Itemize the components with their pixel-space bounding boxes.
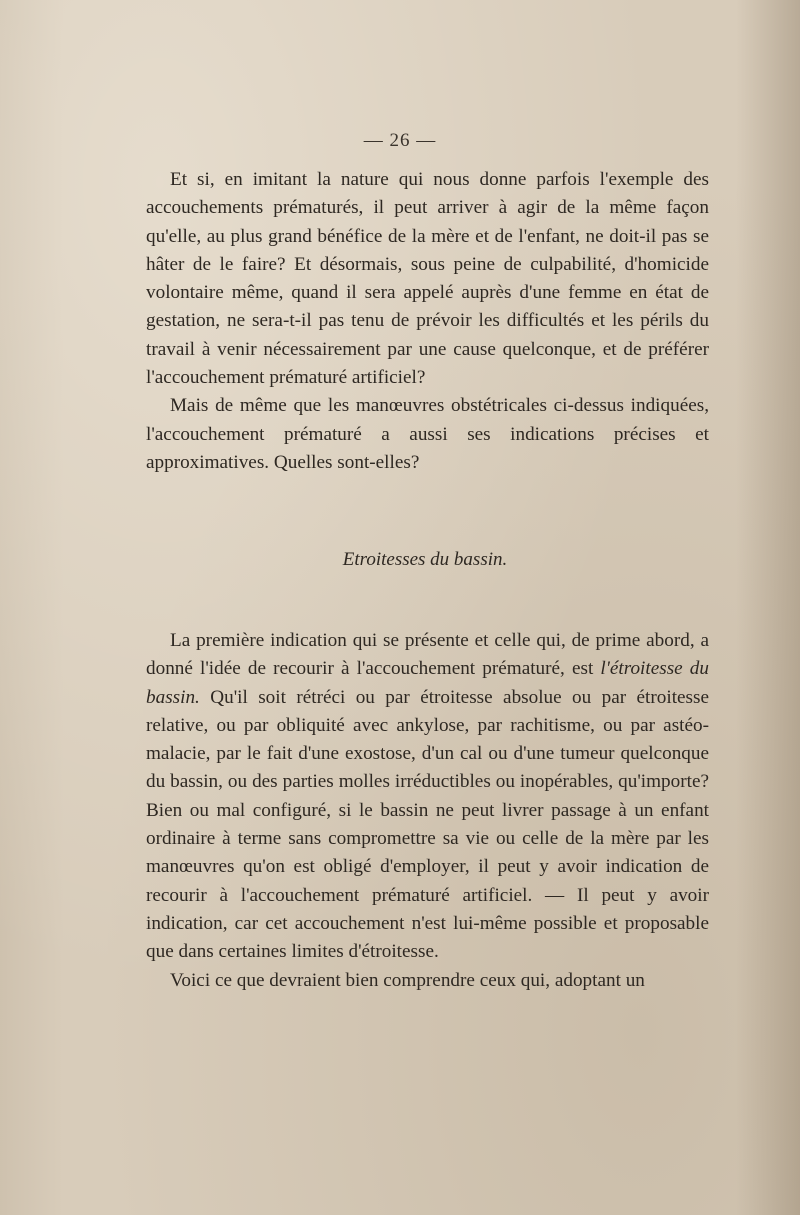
paragraph-2: Mais de même que les manœuvres obstétricales ci-dessus indiquées, l'accouchement prématuré a aussi ses indications précises et approximatives. Quelles sont-elles?: [146, 395, 709, 473]
paragraph-3-emphasis: l'étroitesse du bassin.: [146, 658, 709, 708]
paragraph-3-start: La première indication qui se présente et celle qui, de prime abord, a donné l'idée de recourir à l'accouchement prématuré, est: [146, 630, 709, 680]
paragraph-1: Et si, en imitant la nature qui nous donne parfois l'exemple des accouchements prématurés, il peut arriver à agir de la même façon qu'elle, au plus grand bénéfice de la mère et de l'enfant, ne doit-il pas se hâter de le faire? Et désormais, sous peine de culpabilité, d'homicide volontaire même, quand il sera appelé auprès d'une femme en état de gestation, ne sera-t-il pas tenu de prévoir les difficultés et les périls du travail à venir nécessairement par une cause quelconque, et de préférer l'accouchement prématuré artificiel?: [146, 169, 709, 389]
paragraph-3: [146, 627, 709, 967]
paragraph-4: Voici ce que devraient bien comprendre ceux qui, adoptant un: [170, 969, 645, 991]
section-heading: Etroitesses du bassin.: [342, 549, 508, 570]
text-block-bottom: [146, 627, 709, 995]
page-number: — 26 —: [363, 130, 437, 151]
text-block-top: [146, 166, 709, 477]
paragraph-3-end: Qu'il soit rétréci ou par étroitesse absolue ou par étroitesse relative, ou par obliquité avec ankylose, par rachitisme, ou par astéo-malacie, par le fait d'une exostose, d'un cal ou d'une tumeur quelconque du bassin, ou des parties molles irréductibles ou inopérables, qu'importe? Bien ou mal configuré, si le bassin ne peut livrer passage à un enfant ordinaire à terme sans compromettre sa vie ou celle de la mère par les manœuvres qu'on est obligé d'employer, il peut y avoir indication de recourir à l'accouchement prématuré artificiel. — Il peut y avoir indication, car cet accouchement n'est lui-même possible et proposable que dans certaines limites d'étroitesse.: [146, 686, 709, 963]
